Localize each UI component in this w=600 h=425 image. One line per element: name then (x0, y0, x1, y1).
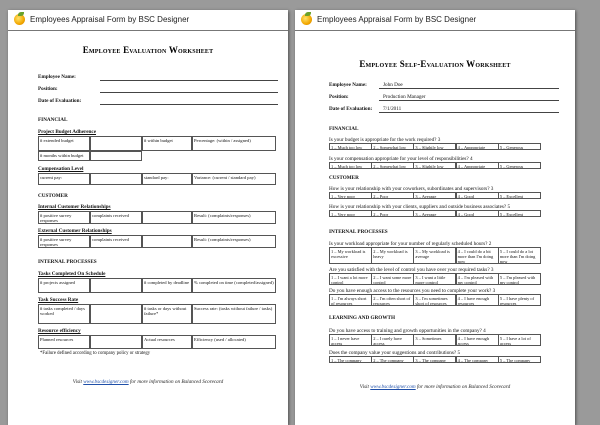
option-cell[interactable]: 5 – Generous (498, 143, 541, 150)
success-heading: Task Success Rate (38, 297, 79, 303)
schedule-cell-completed[interactable] (142, 278, 192, 293)
schedule-cell-assigned[interactable] (38, 278, 90, 293)
internal-cust-cell-result[interactable] (192, 211, 276, 224)
employee-name-line (379, 88, 559, 89)
comp-cell-current-input[interactable] (90, 173, 142, 185)
compensation-heading: Compensation Level (38, 166, 84, 172)
external-cust-cell-input[interactable] (142, 235, 192, 248)
budget-heading: Project Budget Adherence (38, 129, 97, 135)
date-value[interactable]: 7/1/2011 (383, 106, 402, 112)
footer-link[interactable]: www.bscdesigner.com (370, 384, 416, 390)
external-cust-cell-complaints[interactable] (90, 235, 142, 248)
resource-cell-text: Efficiency (used / allocated) (194, 336, 246, 342)
option-cell[interactable]: 2 – My workload is heavy (371, 247, 414, 264)
option-cell[interactable]: 5 – Excellent (498, 192, 541, 199)
form-page-left (8, 10, 288, 425)
option-cell[interactable]: 4 – I'm pleased with my control (456, 273, 499, 285)
comp-cell-standard[interactable] (142, 173, 192, 185)
customer-options-2 (329, 210, 540, 217)
option-cell[interactable]: 3 – The company (413, 356, 456, 363)
option-cell[interactable]: 2 – I rarely have access (371, 334, 414, 346)
header-title: Employees Appraisal Form by BSC Designer (30, 15, 190, 24)
form-page-right (295, 10, 575, 425)
budget-cell-percentage[interactable] (192, 136, 276, 151)
internal-cust-cell-complaints[interactable] (90, 211, 142, 224)
customer-question-1: How is your relationship with your coworkers, subordinates and supervisors? 3 (329, 186, 494, 192)
option-cell[interactable]: 5 – I could do a lot more than I'm doing now (498, 247, 541, 264)
success-cell-text: # tasks completed / days worked (40, 305, 85, 316)
option-cell[interactable]: 5 – I have plenty of resources (498, 294, 541, 306)
position-value[interactable]: Production Manager (383, 94, 426, 100)
schedule-cell-input[interactable] (90, 278, 142, 293)
success-cell-tasks[interactable] (38, 304, 90, 324)
comp-cell-text: current pay: (40, 174, 63, 180)
option-cell[interactable]: 2 – Poor (371, 210, 414, 217)
option-cell[interactable]: 3 – Slightly low (413, 143, 456, 150)
option-cell[interactable]: 3 – My workload is average (413, 247, 456, 264)
option-cell[interactable]: 4 – Good (456, 192, 499, 199)
learning-options-1 (329, 334, 540, 346)
budget-cell-input[interactable] (90, 136, 142, 151)
cust-cell-text: complaints received (92, 212, 129, 218)
option-cell[interactable]: 2 – Poor (371, 192, 414, 199)
option-cell[interactable]: 3 – I'm sometimes short of resources (413, 294, 456, 306)
resource-cell-text: Planned resources (40, 336, 74, 342)
success-cell-nofail[interactable] (142, 304, 192, 324)
financial-heading: FINANCIAL (38, 117, 68, 123)
cust-cell-text: # positive survey responses (40, 236, 72, 247)
internal-processes-heading: INTERNAL PROCESSES (329, 229, 388, 235)
option-cell[interactable]: 4 – Appropriate (456, 143, 499, 150)
option-cell[interactable]: 1 – I want a lot more control (329, 273, 372, 285)
footer-prefix: Visit (72, 379, 84, 385)
customer-heading: CUSTOMER (329, 175, 359, 181)
financial-options-1 (329, 143, 540, 150)
option-cell[interactable]: 2 – I want some more control (371, 273, 414, 285)
financial-options-2 (329, 162, 540, 169)
budget-cell-months-input[interactable] (90, 151, 142, 161)
header-title: Employees Appraisal Form by BSC Designer (317, 15, 477, 24)
page-header (8, 10, 288, 31)
schedule-cell-text: % completed on time (completed/assigned) (194, 279, 274, 285)
footer-suffix: for more information on Balanced Scorecard (415, 384, 511, 390)
internal-cust-cell-input[interactable] (142, 211, 192, 224)
schedule-cell-text: # completed by deadline (144, 279, 190, 285)
option-cell[interactable]: 1 – My workload is excessive (329, 247, 372, 264)
resource-cell-text: Actual resources (144, 336, 175, 342)
internal-processes-heading: INTERNAL PROCESSES (38, 259, 97, 265)
position-label: Position: (38, 86, 58, 92)
external-customer-heading: External Customer Relationships (38, 228, 112, 234)
comp-cell-text: Variance: (current / standard pay) (194, 174, 256, 180)
financial-heading: FINANCIAL (329, 126, 359, 132)
budget-cell-within[interactable] (142, 136, 192, 151)
footer-prefix: Visit (359, 384, 371, 390)
learning-heading: LEARNING AND GROWTH (329, 315, 396, 321)
comp-cell-text: standard pay: (144, 174, 169, 180)
comp-cell-variance[interactable] (192, 173, 276, 185)
internal-question-1: Is your workload appropriate for your number of regularly scheduled hours? 2 (329, 241, 492, 247)
footer-suffix: for more information on Balanced Scorecard (128, 379, 224, 385)
budget-cell-text: # within budget (144, 137, 173, 143)
cust-cell-text: Result: (complaints/responses) (194, 236, 251, 242)
external-cust-cell-positive[interactable] (38, 235, 90, 248)
footer-link[interactable]: www.bscdesigner.com (83, 379, 129, 385)
option-cell[interactable]: 1 – I'm always short of resources (329, 294, 372, 306)
success-cell-rate[interactable] (192, 304, 276, 324)
internal-question-3: Do you have enough access to the resources you need to complete your work? 3 (329, 288, 496, 294)
internal-customer-heading: Internal Customer Relationships (38, 204, 111, 210)
internal-question-2: Are you satisfied with the level of control you have over your required tasks? 3 (329, 267, 494, 273)
option-cell[interactable]: 1 – Very poor (329, 210, 372, 217)
date-line (379, 112, 559, 113)
option-cell[interactable]: 4 – I could do a bit more than I'm doing now (456, 247, 499, 264)
option-cell[interactable]: 4 – Appropriate (456, 162, 499, 169)
budget-cell-text: # extended budget (40, 137, 74, 143)
resource-heading: Resource efficiency (38, 328, 81, 334)
option-cell[interactable]: 1 – Much too low (329, 162, 372, 169)
resource-cell-actual[interactable] (142, 335, 192, 349)
page-footer (295, 384, 575, 390)
option-cell[interactable]: 1 – Very poor (329, 192, 372, 199)
employee-name-label: Employee Name: (38, 74, 76, 80)
option-cell[interactable]: 3 – Average (413, 210, 456, 217)
customer-question-2: How is your relationship with your clients, suppliers and outside business associates? 5 (329, 204, 511, 210)
resource-cell-input[interactable] (90, 335, 142, 349)
option-cell[interactable]: 2 – The company (371, 356, 414, 363)
option-cell[interactable]: 1 – Much too low (329, 143, 372, 150)
option-cell[interactable]: 5 – Generous (498, 162, 541, 169)
resource-cell-planned[interactable] (38, 335, 90, 349)
page-header (295, 10, 575, 31)
learning-question-2: Does the company value your suggestions and contributions? 5 (329, 350, 461, 356)
external-cust-cell-result[interactable] (192, 235, 276, 248)
success-cell-text: # tasks or days without failure* (144, 305, 187, 316)
financial-question-1: Is your budget is appropriate for the work required? 3 (329, 137, 441, 143)
option-cell[interactable]: 3 – I want a little more control (413, 273, 456, 285)
page-footer (8, 379, 288, 385)
failure-note: *Failure defined according to company policy or strategy (40, 351, 151, 356)
budget-cell-text: Percentage: (within / assigned) (194, 137, 251, 143)
position-label: Position: (329, 94, 349, 100)
option-cell[interactable]: 4 – Good (456, 210, 499, 217)
financial-question-2: Is your compensation appropriate for your level of responsibilities? 4 (329, 156, 473, 162)
date-field[interactable] (100, 104, 278, 105)
option-cell[interactable]: 3 – Sometimes (413, 334, 456, 346)
option-cell[interactable]: 2 – Somewhat low (371, 143, 414, 150)
budget-cell-text: # months within budget (40, 152, 84, 158)
internal-options-1 (329, 247, 540, 264)
customer-heading: CUSTOMER (38, 193, 68, 199)
option-cell[interactable]: 4 – I have enough resources (456, 294, 499, 306)
internal-options-2 (329, 273, 540, 285)
date-label: Date of Evaluation: (329, 106, 373, 112)
budget-cell-months[interactable] (38, 151, 90, 161)
internal-cust-cell-positive[interactable] (38, 211, 90, 224)
position-field[interactable] (100, 92, 278, 93)
option-cell[interactable]: 4 – The company (456, 356, 499, 363)
cust-cell-text: # positive survey responses (40, 212, 72, 223)
option-cell[interactable]: 5 – Excellent (498, 210, 541, 217)
success-cell-text: Success rate: (tasks without failure / tasks) (194, 305, 273, 311)
success-cell-input[interactable] (90, 304, 142, 324)
option-cell[interactable]: 4 – I have enough access (456, 334, 499, 346)
employee-name-label: Employee Name: (329, 82, 367, 88)
form-title: Employee Evaluation Worksheet (82, 45, 214, 55)
comp-cell-current[interactable] (38, 173, 90, 185)
option-cell[interactable]: 2 – Somewhat low (371, 162, 414, 169)
option-cell[interactable]: 2 – I'm often short of resources (371, 294, 414, 306)
internal-options-3 (329, 294, 540, 306)
cust-cell-text: complaints received (92, 236, 129, 242)
employee-name-value[interactable]: John Doe (383, 82, 403, 88)
schedule-heading: Tasks Completed On Schedule (38, 271, 106, 277)
schedule-cell-text: # projects assigned (40, 279, 75, 285)
cust-cell-text: Result: (complaints/responses) (194, 212, 251, 218)
customer-options-1 (329, 192, 540, 199)
option-cell[interactable]: 3 – Average (413, 192, 456, 199)
resource-cell-efficiency[interactable] (192, 335, 276, 349)
budget-cell-extended[interactable] (38, 136, 90, 151)
option-cell[interactable]: 5 – I have a lot of access (498, 334, 541, 346)
learning-options-2 (329, 356, 540, 363)
form-title: Employee Self-Evaluation Worksheet (359, 59, 511, 69)
schedule-cell-percent[interactable] (192, 278, 276, 293)
option-cell[interactable]: 5 – I'm pleased with my control (498, 273, 541, 285)
learning-question-1: Do you have access to training and growth opportunities in the company? 4 (329, 328, 486, 334)
option-cell[interactable]: 5 – The company (498, 356, 541, 363)
employee-name-field[interactable] (100, 80, 278, 81)
option-cell[interactable]: 1 – I never have access (329, 334, 372, 346)
option-cell[interactable]: 1 – The company (329, 356, 372, 363)
option-cell[interactable]: 3 – Slightly low (413, 162, 456, 169)
date-label: Date of Evaluation: (38, 98, 82, 104)
position-line (379, 100, 559, 101)
